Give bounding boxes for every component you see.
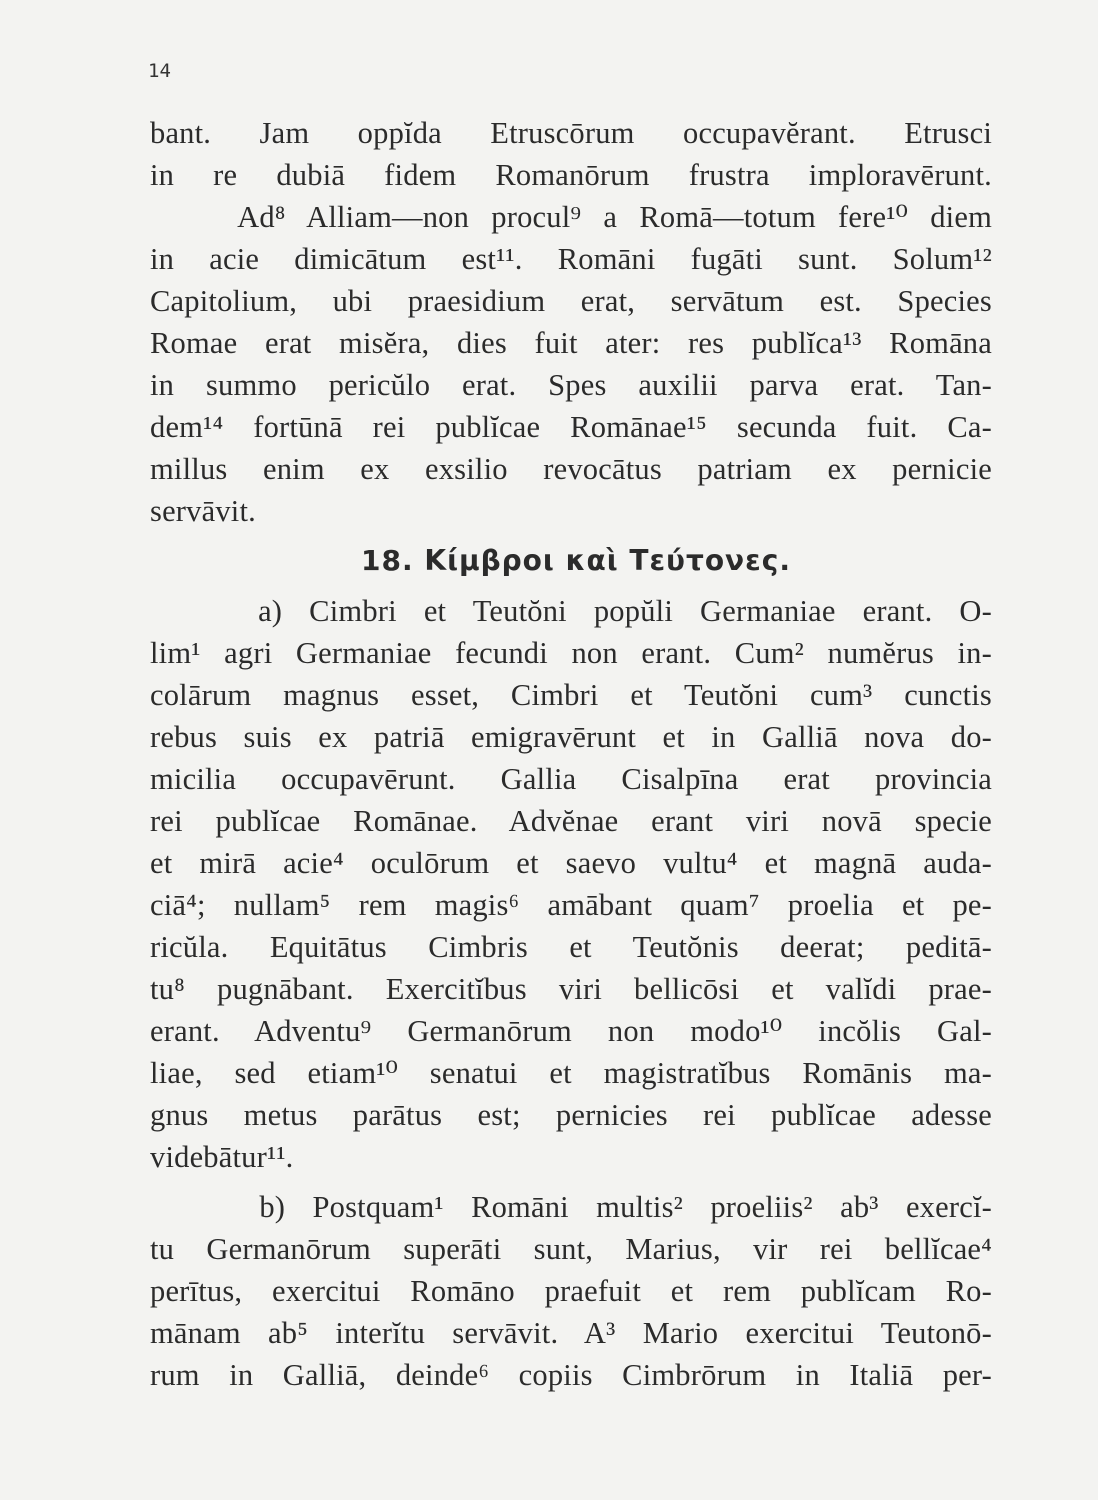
text-line: micilia occupavērunt. Gallia Cisalpīna erat provincia (150, 762, 992, 796)
text-line: tu⁸ pugnābant. Exercitĭbus viri bellicōsi et valĭdi prae- (150, 972, 992, 1006)
text-line: tu Germanōrum superāti sunt, Marius, vir rei bellĭcae⁴ (150, 1232, 992, 1266)
text-line: in acie dimicātum est¹¹. Romāni fugāti sunt. Solum¹² (150, 242, 992, 276)
text-line: colārum magnus esset, Cimbri et Teutŏni cum³ cunctis (150, 678, 992, 712)
text-line: Romae erat misĕra, dies fuit ater: res publĭca¹³ Romāna (150, 326, 992, 360)
page-number: 14 (148, 60, 171, 82)
text-line: a) Cimbri et Teutŏni popŭli Germaniae erant. O- (150, 594, 992, 628)
text-line: b) Postquam¹ Romāni multis² proeliis² ab³ exercĭ- (150, 1190, 992, 1224)
text-line: dem¹⁴ fortūnā rei publĭcae Romānae¹⁵ secunda fuit. Ca- (150, 410, 992, 444)
text-line: perītus, exercitui Romāno praefuit et rem publĭcam Ro- (150, 1274, 992, 1308)
text-line: Capitolium, ubi praesidium erat, servātum est. Species (150, 284, 992, 318)
text-line: lim¹ agri Germaniae fecundi non erant. Cum² numĕrus in- (150, 636, 992, 670)
text-line: in summo pericŭlo erat. Spes auxilii parva erat. Tan- (150, 368, 992, 402)
text-line: mānam ab⁵ interĭtu servāvit. A³ Mario exercitui Teutonō- (150, 1316, 992, 1350)
text-line: millus enim ex exsilio revocātus patriam ex pernicie (150, 452, 992, 486)
paragraph-gap (150, 1178, 992, 1186)
text-line: servāvit. (150, 494, 256, 528)
text-line: rebus suis ex patriā emigravērunt et in Galliā nova do- (150, 720, 992, 754)
text-line: videbātur¹¹. (150, 1140, 294, 1174)
text-line: rum in Galliā, deinde⁶ copiis Cimbrōrum in Italiā per- (150, 1358, 992, 1392)
text-line: et mirā acie⁴ oculōrum et saevo vultu⁴ et magnā auda- (150, 846, 992, 880)
text-line: in re dubiā fidem Romanōrum frustra imploravērunt. (150, 158, 992, 192)
section-heading: 18. Κίμβροι καὶ Τεύτονες. (361, 544, 791, 577)
text-line: gnus metus parātus est; pernicies rei publĭcae adesse (150, 1098, 992, 1132)
text-line: ciā⁴; nullam⁵ rem magis⁶ amābant quam⁷ proelia et pe- (150, 888, 992, 922)
text-line: Ad⁸ Alliam—non procul⁹ a Romā—totum fere¹⁰ diem (150, 200, 992, 234)
text-line: erant. Adventu⁹ Germanōrum non modo¹⁰ incŏlis Gal- (150, 1014, 992, 1048)
text-line: bant. Jam oppĭda Etruscōrum occupavĕrant. Etrusci (150, 116, 992, 150)
page-text (150, 112, 992, 1396)
text-line: liae, sed etiam¹⁰ senatui et magistratĭbus Romānis ma- (150, 1056, 992, 1090)
text-line: ricŭla. Equitātus Cimbris et Teutŏnis deerat; peditā- (150, 930, 992, 964)
text-line: rei publĭcae Romānae. Advĕnae erant viri novā specie (150, 804, 992, 838)
